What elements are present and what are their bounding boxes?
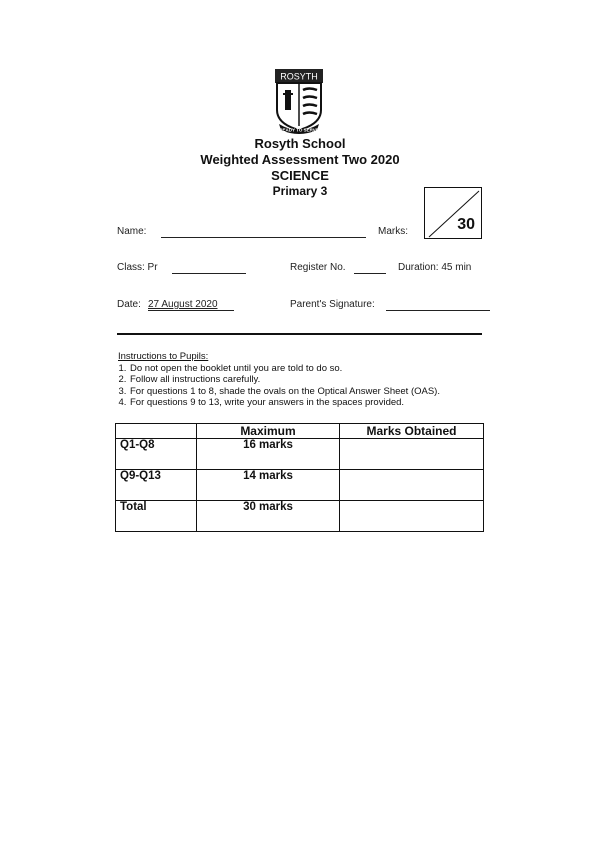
level-title: Primary 3	[272, 184, 328, 198]
header-obtained: Marks Obtained	[340, 424, 484, 439]
instruction-item: 1. Do not open the booklet until you are told to do so.	[129, 363, 440, 375]
date-value: 27 August 2020	[148, 299, 218, 310]
header-section	[116, 424, 197, 439]
instruction-item: 2. Follow all instructions carefully.	[129, 374, 440, 386]
table-row	[116, 470, 484, 501]
row-maximum: 30 marks	[197, 501, 340, 532]
instruction-item: 4. For questions 9 to 13, write your answers in the spaces provided.	[129, 397, 440, 409]
register-field[interactable]	[354, 273, 386, 274]
row-section: Q9-Q13	[116, 470, 197, 501]
instructions-list	[118, 363, 440, 409]
class-field[interactable]	[172, 273, 246, 274]
row-maximum: 16 marks	[197, 439, 340, 470]
instructions	[118, 351, 440, 409]
table-header-row	[116, 424, 484, 439]
row-section: Q1-Q8	[116, 439, 197, 470]
instructions-title: Instructions to Pupils:	[118, 351, 209, 362]
section-divider	[117, 333, 482, 335]
marks-total: 30	[457, 216, 475, 233]
name-field[interactable]	[161, 237, 366, 238]
row-maximum: 14 marks	[197, 470, 340, 501]
date-label: Date:	[117, 299, 141, 310]
instruction-item: 3. For questions 1 to 8, shade the ovals on the Optical Answer Sheet (OAS).	[129, 386, 440, 398]
date-underline	[148, 310, 234, 311]
register-label: Register No.	[290, 262, 346, 273]
name-label: Name:	[117, 226, 147, 237]
row-obtained[interactable]	[340, 439, 484, 470]
parent-signature-label: Parent's Signature:	[290, 299, 375, 310]
row-obtained[interactable]	[340, 470, 484, 501]
parent-signature-field[interactable]	[386, 310, 490, 311]
marks-box	[424, 187, 482, 239]
table-row	[116, 439, 484, 470]
svg-text:ROSYTH: ROSYTH	[280, 71, 318, 82]
class-label: Class: Pr	[117, 262, 158, 273]
svg-text:READY TO SERVE: READY TO SERVE	[279, 127, 319, 133]
marks-label: Marks:	[378, 226, 408, 237]
duration-label: Duration: 45 min	[398, 262, 472, 273]
school-crest	[271, 68, 327, 136]
row-obtained[interactable]	[340, 501, 484, 532]
assessment-title: Weighted Assessment Two 2020	[200, 152, 400, 167]
school-name: Rosyth School	[254, 136, 346, 151]
row-section: Total	[116, 501, 197, 532]
table-row	[116, 501, 484, 532]
marks-table	[115, 423, 484, 532]
subject-title: SCIENCE	[271, 168, 329, 183]
header-maximum: Maximum	[197, 424, 340, 439]
